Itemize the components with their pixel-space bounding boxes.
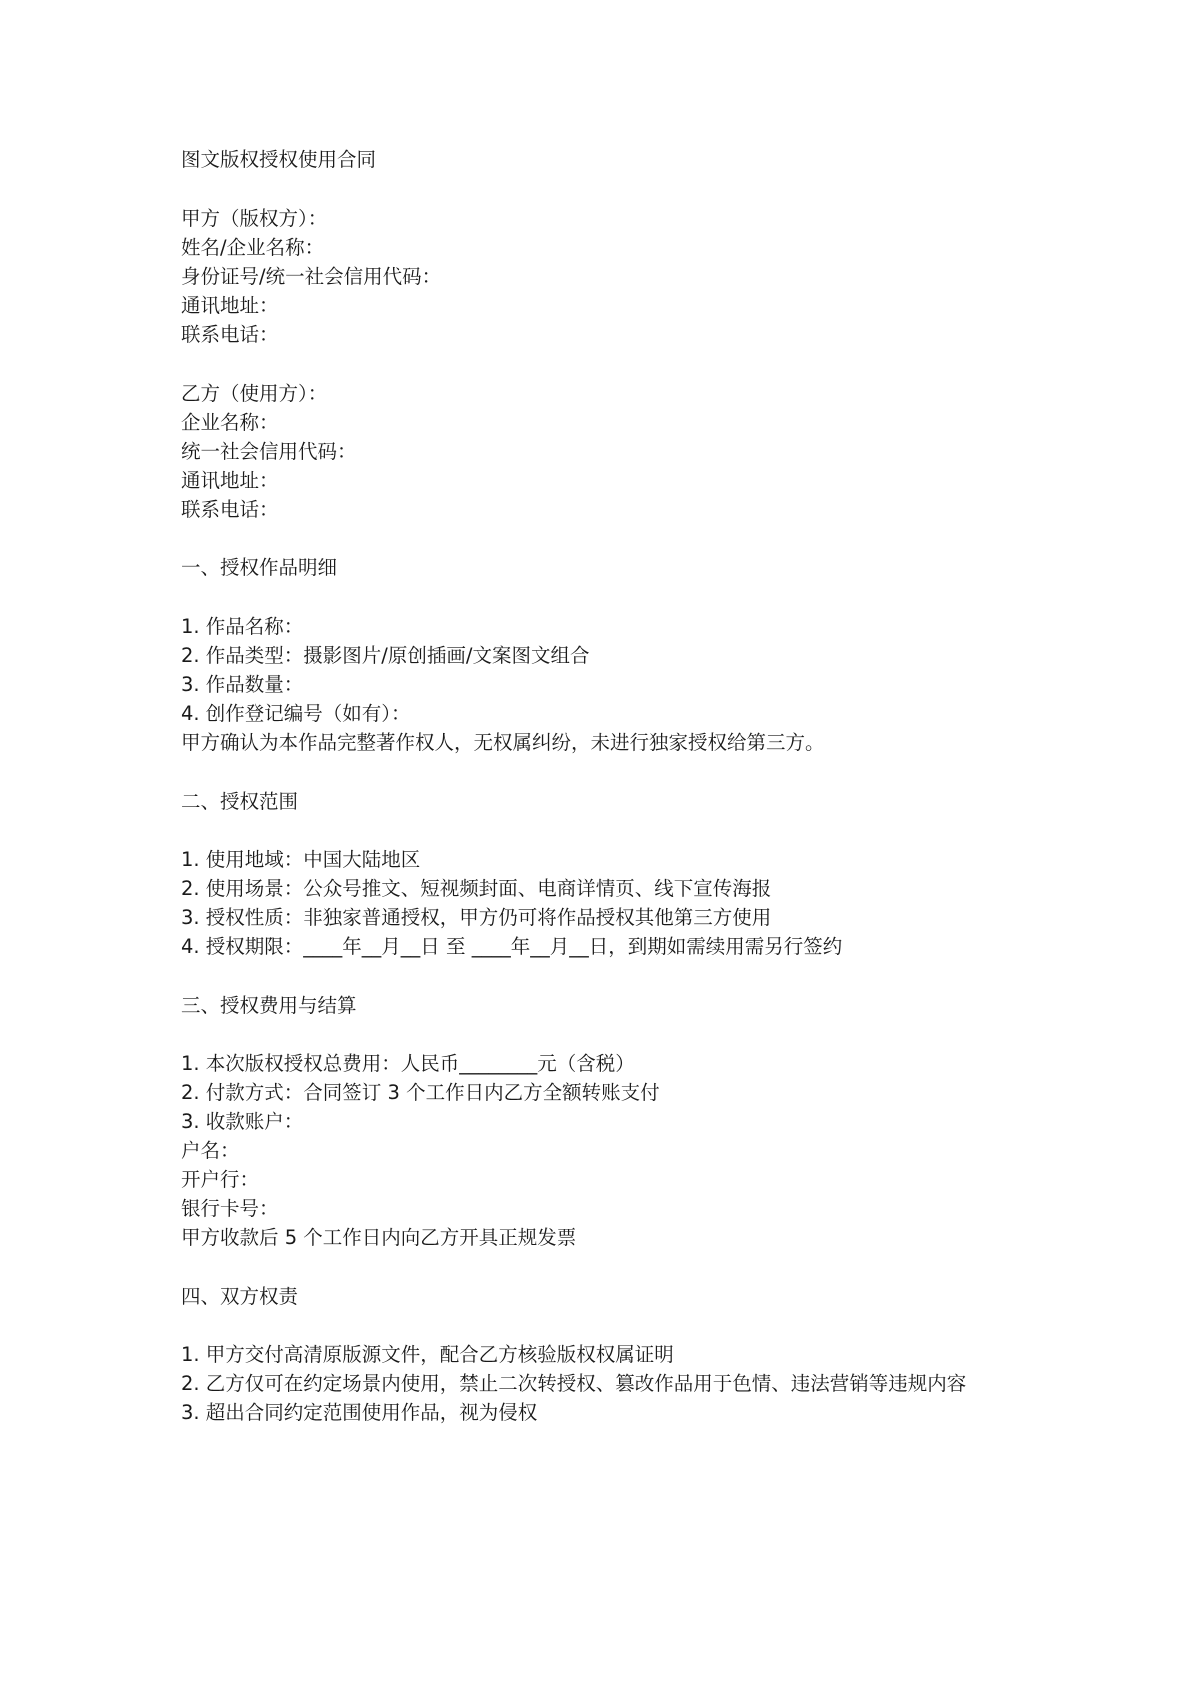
section-1-item: 1. 作品名称： — [181, 615, 304, 638]
section-3-item: 甲方收款后 5 个工作日内向乙方开具正规发票 — [181, 1226, 577, 1249]
section-4-item: 2. 乙方仅可在约定场景内使用，禁止二次转授权、篡改作品用于色情、违法营销等违规内容 — [181, 1372, 967, 1395]
section-3-heading: 三、授权费用与结算 — [181, 994, 357, 1017]
party-a-heading: 甲方（版权方）： — [181, 207, 328, 230]
party-b-address-field: 通讯地址： — [181, 469, 279, 492]
section-3-item: 开户行： — [181, 1168, 260, 1191]
section-1-heading: 一、授权作品明细 — [181, 556, 338, 579]
section-3-item: 1. 本次版权授权总费用：人民币________元（含税） — [181, 1052, 635, 1075]
document-title: 图文版权授权使用合同 — [181, 148, 377, 171]
party-a-id-field: 身份证号/统一社会信用代码： — [181, 265, 442, 288]
party-b-name-field: 企业名称： — [181, 411, 279, 434]
party-a-name-field: 姓名/企业名称： — [181, 236, 325, 259]
section-2-item: 3. 授权性质：非独家普通授权，甲方仍可将作品授权其他第三方使用 — [181, 906, 772, 929]
section-3-item: 银行卡号： — [181, 1197, 279, 1220]
section-3-item: 户名： — [181, 1139, 240, 1162]
section-1-statement: 甲方确认为本作品完整著作权人，无权属纠纷，未进行独家授权给第三方。 — [181, 731, 825, 754]
section-3-item: 3. 收款账户： — [181, 1110, 304, 1133]
section-1-item: 3. 作品数量： — [181, 673, 304, 696]
party-a-address-field: 通讯地址： — [181, 294, 279, 317]
section-2-item: 1. 使用地域：中国大陆地区 — [181, 848, 421, 871]
section-2-item: 4. 授权期限：____年__月__日 至 ____年__月__日，到期如需续用需另行签约 — [181, 935, 843, 958]
party-b-heading: 乙方（使用方）： — [181, 382, 328, 405]
section-3-item: 2. 付款方式：合同签订 3 个工作日内乙方全额转账支付 — [181, 1081, 660, 1104]
section-1-item: 2. 作品类型：摄影图片/原创插画/文案图文组合 — [181, 644, 590, 667]
party-b-credit-code-field: 统一社会信用代码： — [181, 440, 357, 463]
party-b-phone-field: 联系电话： — [181, 498, 279, 521]
section-4-item: 3. 超出合同约定范围使用作品，视为侵权 — [181, 1401, 538, 1424]
party-a-phone-field: 联系电话： — [181, 323, 279, 346]
section-1-item: 4. 创作登记编号（如有）： — [181, 702, 411, 725]
section-2-item: 2. 使用场景：公众号推文、短视频封面、电商详情页、线下宣传海报 — [181, 877, 772, 900]
section-2-heading: 二、授权范围 — [181, 790, 299, 813]
section-4-heading: 四、双方权责 — [181, 1285, 299, 1308]
section-4-item: 1. 甲方交付高清原版源文件，配合乙方核验版权权属证明 — [181, 1343, 674, 1366]
